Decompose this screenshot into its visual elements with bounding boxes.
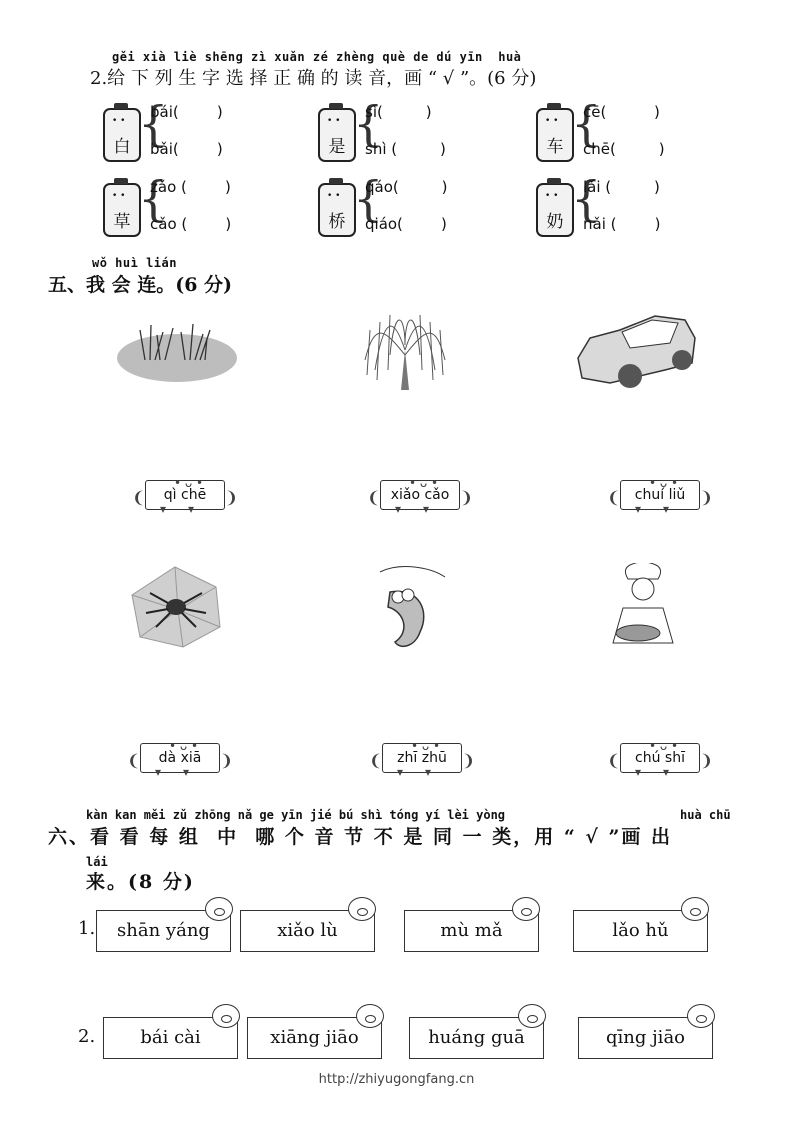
option-b[interactable]: shì ( ) <box>365 140 446 158</box>
footer-url[interactable]: http://zhiyugongfang.cn <box>318 1072 475 1087</box>
option-b[interactable]: nǎi ( ) <box>583 215 661 233</box>
battery-icon: • • 草 <box>103 183 141 237</box>
battery-icon: • • 是 <box>318 108 356 162</box>
sec6-title-1: 六、看 看 每 组 中 哪 个 音 节 不 是 同 一 类，用 “ √ ”画 出 <box>48 826 673 848</box>
option-b[interactable]: qiáo( ) <box>365 215 447 233</box>
pig-icon <box>681 897 709 921</box>
option-a[interactable]: cē( ) <box>583 103 660 121</box>
q2-pinyin: gěi xià liè shēng zì xuǎn zé zhèng què de dú yīn huà <box>112 50 522 64</box>
option-b[interactable]: chē( ) <box>583 140 665 158</box>
pinyin-card[interactable]: ❨ • ᴗ • qì chē ❩ ▾▾ <box>132 476 238 516</box>
row-number: 2. <box>78 1026 96 1047</box>
syllable-box[interactable]: bái cài <box>103 1017 238 1059</box>
battery-icon: • • 桥 <box>318 183 356 237</box>
sec6-pinyin-1b: huà chū <box>680 808 731 822</box>
willow-tree-picture[interactable] <box>355 300 455 395</box>
car-picture[interactable] <box>570 308 700 393</box>
syllable-box[interactable]: shān yáng <box>96 910 231 952</box>
syllable-box[interactable]: mù mǎ <box>404 910 539 952</box>
q2-title: 2.给 下 列 生 字 选 择 正 确 的 读 音，画 “ √ ”。(6 分) <box>90 68 537 89</box>
pig-icon <box>205 897 233 921</box>
option-b[interactable]: bǎi( ) <box>150 140 223 158</box>
chef-picture[interactable] <box>598 563 688 655</box>
pinyin-card[interactable]: ❨ • ᴗ • chú shī ❩ ▾▾ <box>607 739 713 779</box>
syllable-box[interactable]: lǎo hǔ <box>573 910 708 952</box>
shrimp-picture[interactable] <box>360 562 450 654</box>
pinyin-card[interactable]: ❨ • ᴗ • dà xiā ❩ ▾▾ <box>127 739 233 779</box>
option-a[interactable]: bái( ) <box>150 103 223 121</box>
syllable-box[interactable]: huáng guā <box>409 1017 544 1059</box>
sec5-title: 五、我 会 连。(6 分) <box>48 274 233 296</box>
sec6-pinyin-1: kàn kan měi zǔ zhōng nǎ ge yīn jié bú shì tóng yí lèi yòng <box>86 808 506 822</box>
battery-icon: • • 白 <box>103 108 141 162</box>
pig-icon <box>348 897 376 921</box>
pinyin-card[interactable]: ❨ • ᴗ • zhī zhū ❩ ▾▾ <box>369 739 475 779</box>
option-b[interactable]: cǎo ( ) <box>150 215 232 233</box>
option-a[interactable]: lǎi ( ) <box>583 178 660 196</box>
sec6-pinyin-2: lái <box>86 855 108 869</box>
battery-icon: • • 车 <box>536 108 574 162</box>
pig-icon <box>212 1004 240 1028</box>
pinyin-card[interactable]: ❨ • ᴗ • chuí liǔ ❩ ▾▾ <box>607 476 713 516</box>
syllable-box[interactable]: qīng jiāo <box>578 1017 713 1059</box>
row-number: 1. <box>78 918 96 939</box>
option-a[interactable]: zǎo ( ) <box>150 178 231 196</box>
syllable-box[interactable]: xiǎo lù <box>240 910 375 952</box>
option-a[interactable]: sì( ) <box>365 103 432 121</box>
grass-picture[interactable] <box>115 310 240 385</box>
pig-icon <box>687 1004 715 1028</box>
spider-picture[interactable] <box>128 565 223 650</box>
syllable-box[interactable]: xiāng jiāo <box>247 1017 382 1059</box>
pig-icon <box>512 897 540 921</box>
option-a[interactable]: qáo( ) <box>365 178 448 196</box>
battery-icon: • • 奶 <box>536 183 574 237</box>
pig-icon <box>356 1004 384 1028</box>
sec5-pinyin: wǒ huì lián <box>92 256 177 270</box>
sec6-title-2: 来。(8 分) <box>86 871 195 893</box>
pig-icon <box>518 1004 546 1028</box>
pinyin-card[interactable]: ❨ • ᴗ • xiǎo cǎo ❩ ▾▾ <box>367 476 473 516</box>
